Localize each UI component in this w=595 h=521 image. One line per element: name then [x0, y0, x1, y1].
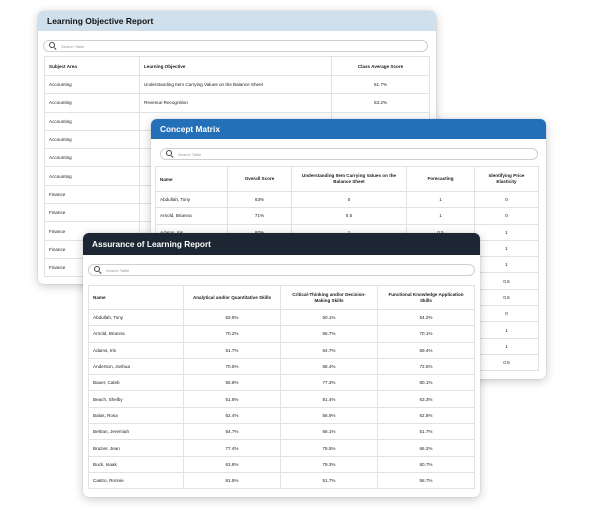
table-row[interactable] [156, 208, 539, 224]
learning-objective-report-title: Learning Objective Report [38, 11, 436, 31]
table-cell: Accounting [45, 167, 140, 185]
table-cell: Finance [45, 185, 140, 203]
table-cell: 0 [292, 192, 407, 208]
table-cell: Accounting [45, 94, 140, 112]
table-cell: Accounting [45, 76, 140, 94]
table-cell: 68.4% [281, 358, 378, 374]
table-cell: 72.5% [378, 358, 475, 374]
table-cell: Accounting [45, 112, 140, 130]
column-header[interactable]: Analytical and/or Quantitative Skills [184, 286, 281, 310]
table-cell: 0.5 [475, 289, 539, 305]
table-row[interactable] [89, 407, 475, 423]
search-icon [94, 266, 102, 274]
column-header[interactable]: Critical-Thinking and/or Decision-Making Skills [281, 286, 378, 310]
table-cell: Beltran, Jeremiah [89, 424, 184, 440]
table-cell: 75.5% [281, 440, 378, 456]
table-cell: Finance [45, 222, 140, 240]
table-cell: 1 [407, 208, 475, 224]
table-cell: 51.7% [184, 342, 281, 358]
table-cell: 77.3% [281, 375, 378, 391]
cm-search-placeholder: Search Table [178, 151, 202, 157]
table-cell: 0.5 [292, 208, 407, 224]
column-header[interactable]: Overall Score [228, 167, 292, 192]
column-header[interactable]: Name [156, 167, 228, 192]
table-cell: 55.7% [281, 326, 378, 342]
table-cell: 61.7% [332, 76, 430, 94]
table-cell: 1 [475, 224, 539, 240]
table-cell: 60.7% [378, 456, 475, 472]
column-header[interactable]: Class Average Score [332, 57, 430, 76]
table-cell: 56.9% [281, 407, 378, 423]
table-cell: Finance [45, 240, 140, 258]
table-cell: 54.2% [378, 310, 475, 326]
table-cell: 53.2% [332, 94, 430, 112]
table-cell: 80.1% [378, 375, 475, 391]
table-cell: Understanding Item Carrying Values on the Balance Sheet [140, 76, 332, 94]
column-header[interactable]: Subject Area [45, 57, 140, 76]
table-cell: Accounting [45, 149, 140, 167]
table-cell: 70.5% [184, 358, 281, 374]
table-cell: 1 [475, 240, 539, 256]
table-cell: 0 [475, 306, 539, 322]
table-cell: 51.7% [378, 424, 475, 440]
column-header[interactable]: Name [89, 286, 184, 310]
table-row[interactable] [89, 375, 475, 391]
table-cell: 63.5% [184, 310, 281, 326]
table-cell: Balas, Rosa [89, 407, 184, 423]
table-header-row [89, 286, 475, 310]
table-cell: 51.7% [281, 472, 378, 488]
lo-search-placeholder: Search Table [61, 43, 85, 49]
table-cell: Castro, Ronnie [89, 472, 184, 488]
cm-search-input[interactable] [160, 148, 538, 160]
table-cell: Anderson, Joshua [89, 358, 184, 374]
table-cell: 58.7% [378, 472, 475, 488]
al-search-input[interactable] [88, 264, 475, 276]
table-cell: 51.8% [184, 391, 281, 407]
search-icon [166, 150, 174, 158]
table-cell: Arnold, Brianna [89, 326, 184, 342]
table-cell: 1 [407, 192, 475, 208]
table-row[interactable] [45, 94, 430, 112]
table-cell: 0.5 [475, 354, 539, 370]
table-cell: 62.8% [378, 407, 475, 423]
table-row[interactable] [89, 472, 475, 488]
table-row[interactable] [89, 391, 475, 407]
table-row[interactable] [156, 192, 539, 208]
table-header-row [45, 57, 430, 76]
table-cell: 77.4% [184, 440, 281, 456]
table-cell: 1 [475, 257, 539, 273]
concept-matrix-title: Concept Matrix [151, 119, 546, 139]
table-cell: 0 [475, 192, 539, 208]
table-cell: Accounting [45, 130, 140, 148]
table-cell: 62.4% [184, 407, 281, 423]
table-cell: Buck, Isaak [89, 456, 184, 472]
table-row[interactable] [89, 440, 475, 456]
table-row[interactable] [89, 326, 475, 342]
table-cell: 55.8% [184, 375, 281, 391]
table-cell: 0 [475, 208, 539, 224]
column-header[interactable]: Understanding Item Carrying Values on the Balance Sheet [292, 167, 407, 192]
table-cell: Abdullah, Tony [156, 192, 228, 208]
table-cell: 71% [228, 208, 292, 224]
table-cell: 50.1% [281, 310, 378, 326]
column-header[interactable]: Forecasting [407, 167, 475, 192]
table-cell: Finance [45, 258, 140, 276]
table-cell: 64.7% [281, 342, 378, 358]
table-cell: 79.3% [281, 456, 378, 472]
table-cell: 63% [228, 192, 292, 208]
column-header[interactable]: Functional Knowledge Application Skills [378, 286, 475, 310]
table-cell: 63.8% [184, 456, 281, 472]
table-cell: Brazier, Jean [89, 440, 184, 456]
table-cell: 70.1% [378, 326, 475, 342]
table-cell: 63.3% [378, 391, 475, 407]
table-row[interactable] [89, 456, 475, 472]
table-cell: 66.1% [281, 424, 378, 440]
table-cell: Revenue Recognition [140, 94, 332, 112]
table-cell: 1 [475, 338, 539, 354]
assurance-of-learning-table [88, 285, 475, 489]
lo-search-input[interactable] [43, 40, 428, 52]
al-search-placeholder: Search Table [106, 267, 130, 273]
table-cell: 0.5 [475, 273, 539, 289]
table-cell: Arnold, Brianna [156, 208, 228, 224]
table-row[interactable] [89, 342, 475, 358]
column-header[interactable]: Identifying Price Elasticity [475, 167, 539, 192]
table-cell: Adams, Iris [89, 342, 184, 358]
table-cell: 66.2% [378, 440, 475, 456]
table-cell: Beach, Shelby [89, 391, 184, 407]
table-cell: Bauer, Caleb [89, 375, 184, 391]
column-header[interactable]: Learning Objective [140, 57, 332, 76]
table-cell: 54.7% [184, 424, 281, 440]
assurance-of-learning-report-title: Assurance of Learning Report [83, 233, 480, 255]
table-cell: 70.2% [184, 326, 281, 342]
table-cell: Finance [45, 204, 140, 222]
table-cell: Abdullah, Tony [89, 310, 184, 326]
table-cell: 69.4% [378, 342, 475, 358]
table-cell: 1 [475, 322, 539, 338]
table-row[interactable] [89, 424, 475, 440]
table-row[interactable] [89, 358, 475, 374]
table-row[interactable] [45, 76, 430, 94]
table-row[interactable] [89, 310, 475, 326]
table-cell: 81.5% [184, 472, 281, 488]
table-header-row [156, 167, 539, 192]
table-cell: 81.4% [281, 391, 378, 407]
search-icon [49, 42, 57, 50]
